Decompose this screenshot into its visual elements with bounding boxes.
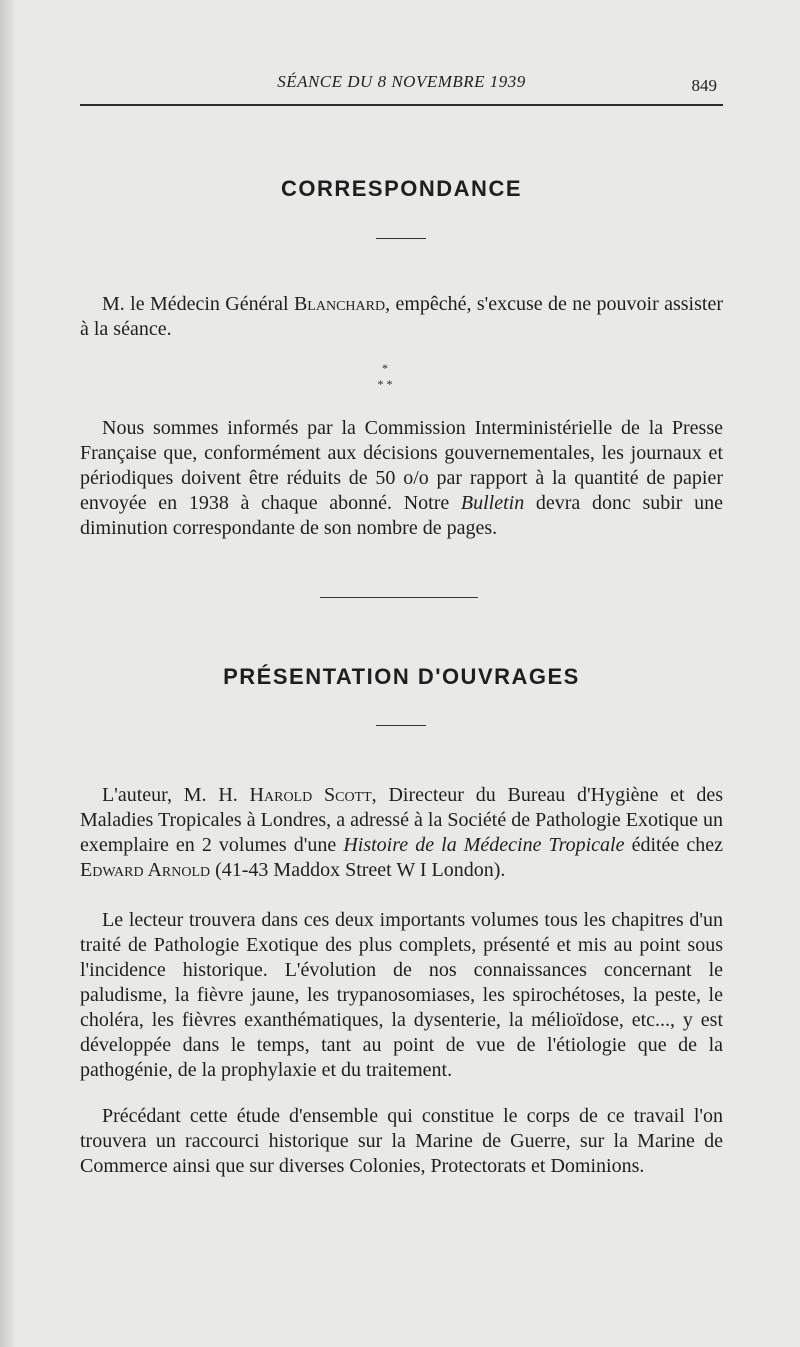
presentation-heading: PRÉSENTATION D'OUVRAGES [223,664,580,689]
publisher-name: Edward Arnold [80,859,211,881]
asterism-bottom: * * [377,377,393,391]
page-edge [0,0,14,1347]
correspondance-heading: CORRESPONDANCE [280,176,523,201]
pp1-text-a: L'auteur, M. H. [102,784,250,806]
asterism-top: * [382,361,388,375]
correspondance-paragraph-1 [80,292,723,342]
book-title: Histoire de la Médecine Tropicale [343,834,625,856]
author-name: Harold Scott [249,784,372,806]
page-number: 849 [691,76,717,95]
correspondance-paragraph-2 [80,416,723,541]
pp1-text-b: , Directeur du Bureau d'Hygiène et des Maladies Tropicales à Londres, a adressé à la Société de Pathologie Exotique un exemplaire en 2 volumes d'une [80,784,724,856]
section-rule-short [376,238,426,239]
presentation-paragraph-1 [80,783,723,883]
pp1-text-d: (41-43 Maddox Street W I London). [210,859,506,881]
page-header [80,72,723,104]
p2-text-pre: Nous sommes informés par la Commission Interministérielle de la Presse Française que, conformément aux décisions gouvernementales, les journaux et périodiques doivent être réduits de 50 o/o par rapport à la quantité de papier envoyée en 1938 à chaque abonné. Notre [80,417,723,514]
person-name: Blanchard [293,293,386,315]
presentation-paragraph-3: Précédant cette étude d'ensemble qui constitue le corps de ce travail l'on trouvera un raccourci historique sur la Marine de Guerre, sur la Marine de Commerce ainsi que sur diverses Colonies, Protectorats et Dominions. [80,1105,723,1177]
asterism [370,362,400,396]
pp1-text-c: éditée chez [624,834,724,856]
running-title: SÉANCE DU 8 NOVEMBRE 1939 [277,72,526,91]
p1-text-pre: M. le Médecin Général [102,293,294,315]
presentation-paragraph-2: Le lecteur trouvera dans ces deux importants volumes tous les chapitres d'un traité de Pathologie Exotique des plus complets, présenté et mis au point sous l'incidence historique. L'évolution de nos connaissances concernant le paludisme, la fièvre jaune, les trypanosomiases, les spirochétoses, la peste, le choléra, les fièvres exanthématiques, la dysenterie, la mélioïdose, etc..., y est développée dans le temps, tant au point de vue de l'étiologie que de la pathogénie, de la prophylaxie et du traitement. [80,909,723,1081]
p2-text-post: devra donc subir une diminution correspondante de son nombre de pages. [80,492,724,539]
p1-text-post: , empêché, s'excuse de ne pouvoir assister à la séance. [80,293,723,340]
header-rule [80,104,723,106]
section-rule-short-2 [376,725,426,726]
section-separator-rule [320,597,478,598]
bulletin-title: Bulletin [460,492,525,514]
